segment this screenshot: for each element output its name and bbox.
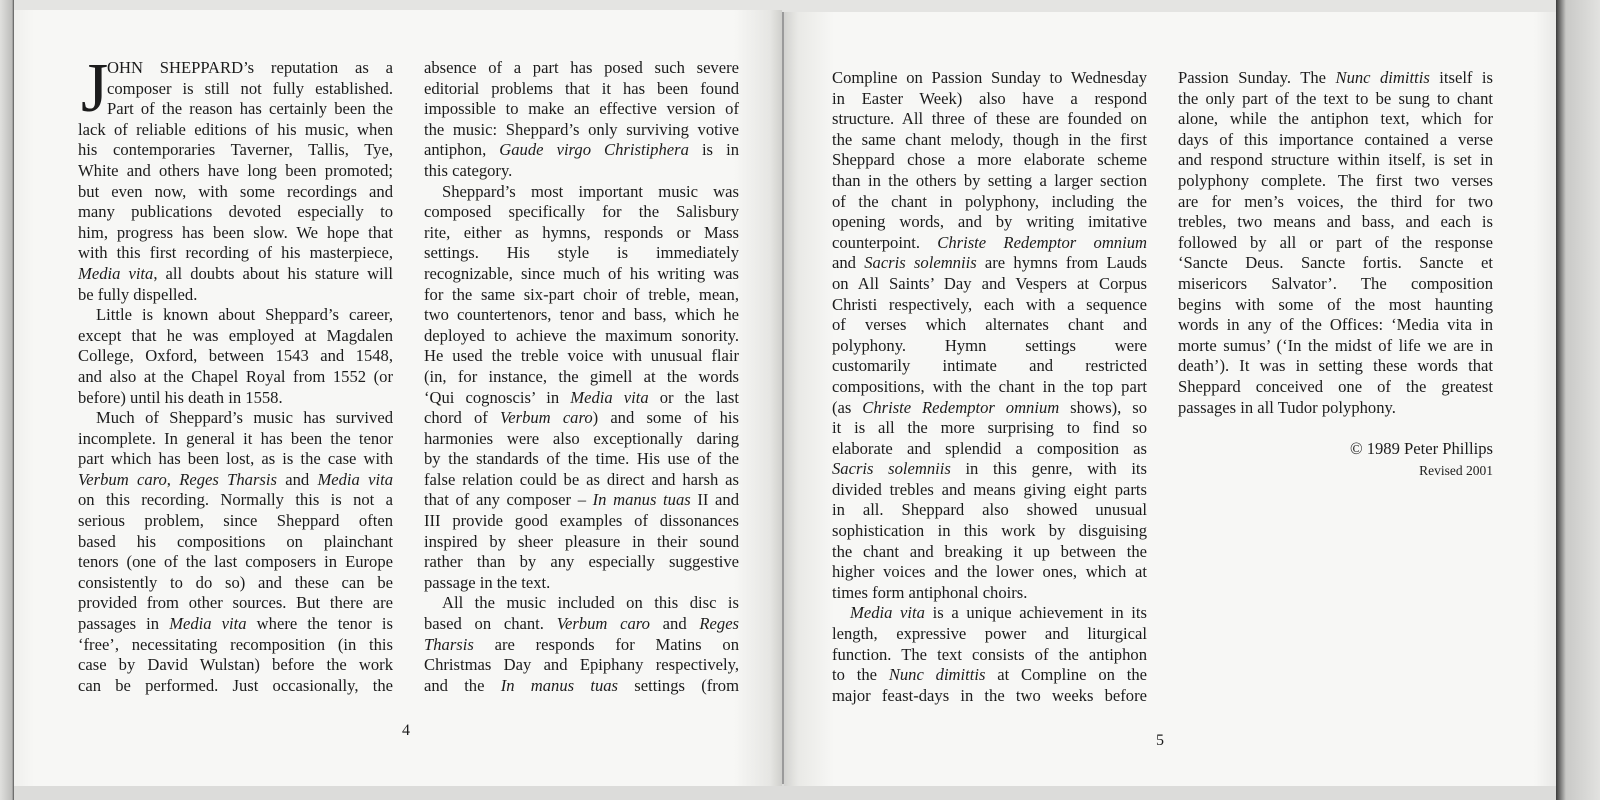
- text-line: based his compositions on plainchant: [78, 531, 393, 551]
- text-line: false relation could be as direct and harsh as: [424, 469, 739, 489]
- text-line: [424, 676, 739, 697]
- italic-title: Verbum caro: [78, 469, 167, 489]
- text-line: it is all the more surprising to find so: [832, 418, 1147, 438]
- text-line: in all. Sheppard also showed unusual: [832, 500, 1147, 520]
- text-line: polyphony complete. The first two verses: [1178, 170, 1493, 190]
- text-line: composer is still not fully established.: [107, 78, 393, 98]
- text-line: provided from other sources. But there are: [78, 593, 393, 613]
- text-line: [832, 398, 1147, 419]
- text-line: [424, 408, 739, 429]
- text-line: opening words, and by writing imitative: [832, 212, 1147, 232]
- text-segment: that of any composer –: [424, 490, 593, 510]
- italic-title: Gaude virgo Christiphera: [499, 140, 689, 160]
- text-line: many publications devoted especially to: [78, 202, 393, 222]
- text-line: rite, either as hymns, responds or Mass: [424, 222, 739, 242]
- text-line: [832, 603, 1147, 624]
- text-line: except that he was employed at Magdalen: [78, 325, 393, 345]
- text-line: be fully dispelled.: [78, 284, 198, 304]
- text-line: [424, 140, 739, 161]
- text-line: alone, while the antiphon text, which for: [1178, 109, 1493, 129]
- text-line: Christmas Day and Epiphany respectively,: [424, 655, 739, 675]
- text-line: times form antiphonal choirs.: [832, 582, 1028, 602]
- text-line: Much of Sheppard’s music has survived: [96, 408, 393, 428]
- text-segment: chord of: [424, 408, 500, 428]
- italic-title: Media vita: [570, 387, 649, 407]
- text-line: with this first recording of his masterpiece,: [78, 243, 393, 263]
- text-line: misericors Salvator’. The composition: [1178, 273, 1493, 293]
- text-line: for the same six-part choir of treble, mean,: [424, 284, 739, 304]
- text-line: on All Saints’ Day and Vespers at Corpus: [832, 273, 1147, 293]
- text-line: function. The text consists of the antiphon: [832, 644, 1147, 664]
- text-line: OHN SHEPPARD’s reputation as a: [107, 58, 393, 77]
- text-line: the music: Sheppard’s only surviving votive: [424, 119, 739, 139]
- text-line: the same chant melody, though in the first: [832, 129, 1147, 149]
- text-line: structure. All three of these are founded on: [832, 109, 1147, 129]
- text-line: than in the others by setting a larger section: [832, 170, 1147, 190]
- paragraph: [424, 182, 739, 594]
- text-segment: antiphon,: [424, 140, 500, 160]
- text-line: morte sumus’ (‘In the midst of life we are in: [1178, 335, 1493, 355]
- text-segment: is in: [688, 140, 739, 160]
- text-line: [78, 470, 393, 491]
- text-line: deployed to achieve the maximum sonority.: [424, 325, 739, 345]
- text-segment: and: [276, 469, 318, 489]
- text-line: Sheppard chose a more elaborate scheme: [832, 150, 1147, 170]
- text-line: ‘free’, necessitating recomposition (in this: [78, 634, 393, 654]
- text-line: days of this importance contained a verse: [1178, 129, 1493, 149]
- text-line: of verses which alternates chant and: [832, 315, 1147, 335]
- text-line: absence of a part has posed such severe: [424, 58, 739, 77]
- paragraph: [1178, 68, 1493, 418]
- italic-title: In manus tuas: [592, 490, 691, 510]
- text-line: lack of reliable editions of his music, when: [78, 119, 393, 139]
- text-line: in Easter Week) also have a respond: [832, 88, 1147, 108]
- text-segment: settings (from: [618, 675, 739, 695]
- paragraph: [78, 50, 393, 305]
- scan-right-edge: [1556, 0, 1600, 800]
- text-line: followed by all or part of the response: [1178, 232, 1493, 252]
- text-line: are for men’s voices, the third for two: [1178, 191, 1493, 211]
- text-line: All the music included on this disc is: [442, 593, 739, 613]
- text-line: [424, 388, 739, 409]
- drop-cap: J: [81, 50, 109, 127]
- text-line: customarily intimate and restricted: [832, 356, 1147, 376]
- text-line: harmonies were also exceptionally daring: [424, 428, 739, 448]
- text-line: this category.: [424, 160, 513, 180]
- text-segment: at Compline on the: [985, 665, 1148, 685]
- revised-note: Revised 2001: [1419, 463, 1493, 478]
- page-5-column-2: [1178, 68, 1493, 478]
- text-line: length, expressive power and liturgical: [832, 624, 1147, 644]
- italic-title: Media vita: [78, 263, 154, 283]
- text-line: recognizable, since much of his writing was: [424, 263, 739, 283]
- text-line: Christi respectively, each with a sequence: [832, 294, 1147, 314]
- text-line: elaborate and splendid a composition as: [832, 438, 1147, 458]
- text-line: polyphony. Hymn settings were: [832, 335, 1147, 355]
- page-number: 4: [402, 722, 410, 739]
- text-segment: to the: [832, 665, 889, 685]
- text-line: incomplete. In general it has been the tenor: [78, 428, 393, 448]
- booklet-page-5: [784, 12, 1556, 786]
- text-line: part which has been lost, as is the case with: [78, 449, 393, 469]
- text-line: settings. His style is immediately: [424, 243, 739, 263]
- text-line: editorial problems that it has been found: [424, 78, 739, 98]
- italic-title: Christe Redemptor omnium: [937, 232, 1147, 252]
- text-line: He used the treble voice with unusual flair: [424, 346, 739, 366]
- italic-title: Media vita: [169, 614, 247, 634]
- paragraph: [424, 58, 739, 182]
- italic-title: Sacris solemniis: [832, 459, 951, 479]
- text-segment: and the: [424, 675, 501, 695]
- italic-title: Verbum caro: [499, 408, 593, 428]
- text-segment: in this genre, with its: [950, 459, 1147, 479]
- text-line: Sheppard conceived one of the greatest: [1178, 376, 1493, 396]
- text-line: [78, 614, 393, 635]
- text-line: on this recording. Normally this is not a: [78, 490, 393, 510]
- text-segment: II and: [690, 490, 740, 510]
- text-line: begins with some of the most haunting: [1178, 294, 1493, 314]
- text-line: [832, 665, 1147, 686]
- italic-title: Reges Tharsis: [179, 469, 277, 489]
- text-line: Compline on Passion Sunday to Wednesday: [832, 68, 1147, 87]
- text-line: consistently to do so) and these can be: [78, 572, 393, 592]
- italic-title: Christe Redemptor omnium: [862, 397, 1060, 417]
- paragraph: [424, 593, 739, 696]
- text-line: trebles, two means and bass, and each is: [1178, 212, 1493, 232]
- italic-title: Sacris solemniis: [864, 253, 977, 273]
- text-line: White and others have long been promoted;: [78, 160, 393, 180]
- text-line: death’). It was in setting these words that: [1178, 356, 1493, 376]
- italic-title: Reges: [699, 614, 740, 634]
- italic-title: Nunc dimittis: [1335, 68, 1430, 87]
- text-line: divided trebles and means giving eight parts: [832, 479, 1147, 499]
- text-line: compositions, with the chant in the top part: [832, 376, 1147, 396]
- text-line: him, progress has been slow. We hope that: [78, 222, 393, 242]
- text-line: [832, 233, 1147, 254]
- text-segment: or the last: [648, 387, 739, 407]
- text-line: sophistication in this work by disguising: [832, 521, 1147, 541]
- text-segment: and: [649, 614, 700, 634]
- text-line: impossible to make an effective version of: [424, 99, 739, 119]
- text-line: [424, 614, 739, 635]
- text-line: and also at the Chapel Royal from 1552 (or: [78, 366, 393, 386]
- text-segment: Passion Sunday. The: [1178, 68, 1336, 87]
- text-segment: , all doubts about his stature will: [153, 263, 393, 283]
- scan-left-edge: [0, 0, 14, 800]
- text-line: the chant and breaking it up between the: [832, 541, 1147, 561]
- text-line: before) until his death in 1558.: [78, 387, 283, 407]
- text-line: major feast-days in the two weeks before: [832, 685, 1147, 705]
- text-line: ‘Sancte Deus. Sancte fortis. Sancte et: [1178, 253, 1493, 273]
- text-segment: ) and some of his: [592, 408, 739, 428]
- text-line: (in, for instance, the gimell at the words: [424, 366, 739, 386]
- italic-title: Media vita: [850, 603, 925, 623]
- text-line: [78, 264, 393, 285]
- text-line: two countertenors, tenor and bass, which he: [424, 305, 739, 325]
- text-line: Little is known about Sheppard’s career,: [96, 305, 393, 325]
- page-5-column-1: [832, 68, 1147, 706]
- text-segment: are hymns from Lauds: [976, 253, 1147, 273]
- text-line: [1178, 68, 1493, 89]
- paragraph: [78, 305, 393, 408]
- text-line: serious problem, since Sheppard often: [78, 511, 393, 531]
- page-4-column-2: [424, 58, 739, 696]
- text-line: words in any of the Offices: ‘Media vita in: [1178, 315, 1493, 335]
- paragraph: [832, 603, 1147, 706]
- text-segment: ,: [166, 469, 180, 489]
- page-number: 5: [1156, 732, 1164, 749]
- page-4-column-1: [78, 50, 393, 696]
- text-line: and respond structure within itself, is set in: [1178, 150, 1493, 170]
- text-segment: is a unique achievement in its: [924, 603, 1147, 623]
- text-line: tenors (one of the last composers in Europe: [78, 552, 393, 572]
- italic-title: Nunc dimittis: [888, 665, 986, 685]
- text-line: passage in the text.: [424, 572, 551, 592]
- text-line: inspired by sheer pleasure in their sound: [424, 531, 739, 551]
- text-line: his contemporaries Taverner, Tallis, Tye,: [78, 140, 393, 160]
- text-line: III provide good examples of dissonances: [424, 511, 739, 531]
- text-line: [424, 490, 739, 511]
- text-line: [832, 459, 1147, 480]
- text-segment: counterpoint.: [832, 232, 938, 252]
- text-segment: and: [832, 253, 865, 273]
- text-segment: where the tenor is: [246, 614, 393, 634]
- text-segment: (as: [832, 397, 863, 417]
- text-segment: based on chant.: [424, 614, 557, 634]
- italic-title: Media vita: [317, 469, 393, 489]
- booklet-page-4: [14, 10, 782, 786]
- text-line: case by David Wulstan) before the work: [78, 655, 393, 675]
- text-line: the only part of the text to be sung to chant: [1178, 88, 1493, 108]
- text-line: by the standards of the time. His use of the: [424, 449, 739, 469]
- scan-bottom-edge: [0, 784, 1600, 800]
- text-line: Sheppard’s most important music was: [442, 181, 739, 201]
- text-segment: ‘Qui cognoscis’ in: [424, 387, 571, 407]
- text-segment: shows), so: [1059, 397, 1147, 417]
- text-line: [424, 635, 739, 656]
- italic-title: In manus tuas: [500, 675, 619, 695]
- copyright-notice: © 1989 Peter Phillips: [1349, 439, 1493, 458]
- text-segment: are responds for Matins on: [473, 634, 739, 654]
- text-line: Part of the reason has certainly been the: [107, 99, 393, 119]
- text-line: College, Oxford, between 1543 and 1548,: [78, 346, 393, 366]
- text-segment: itself is: [1429, 68, 1493, 87]
- text-line: passages in all Tudor polyphony.: [1178, 397, 1396, 417]
- text-line: composed specifically for the Salisbury: [424, 202, 739, 222]
- text-line: [832, 253, 1147, 274]
- text-line: can be performed. Just occasionally, the: [78, 675, 393, 695]
- text-line: of the chant in polyphony, including the: [832, 191, 1147, 211]
- paragraph: [832, 68, 1147, 603]
- text-segment: passages in: [78, 614, 170, 634]
- text-line: higher voices and the lower ones, which at: [832, 562, 1147, 582]
- italic-title: Verbum caro: [556, 614, 650, 634]
- paragraph: [78, 408, 393, 696]
- text-line: but even now, with some recordings and: [78, 181, 393, 201]
- italic-title: Tharsis: [424, 634, 474, 654]
- text-line: rather than by any especially suggestive: [424, 552, 739, 572]
